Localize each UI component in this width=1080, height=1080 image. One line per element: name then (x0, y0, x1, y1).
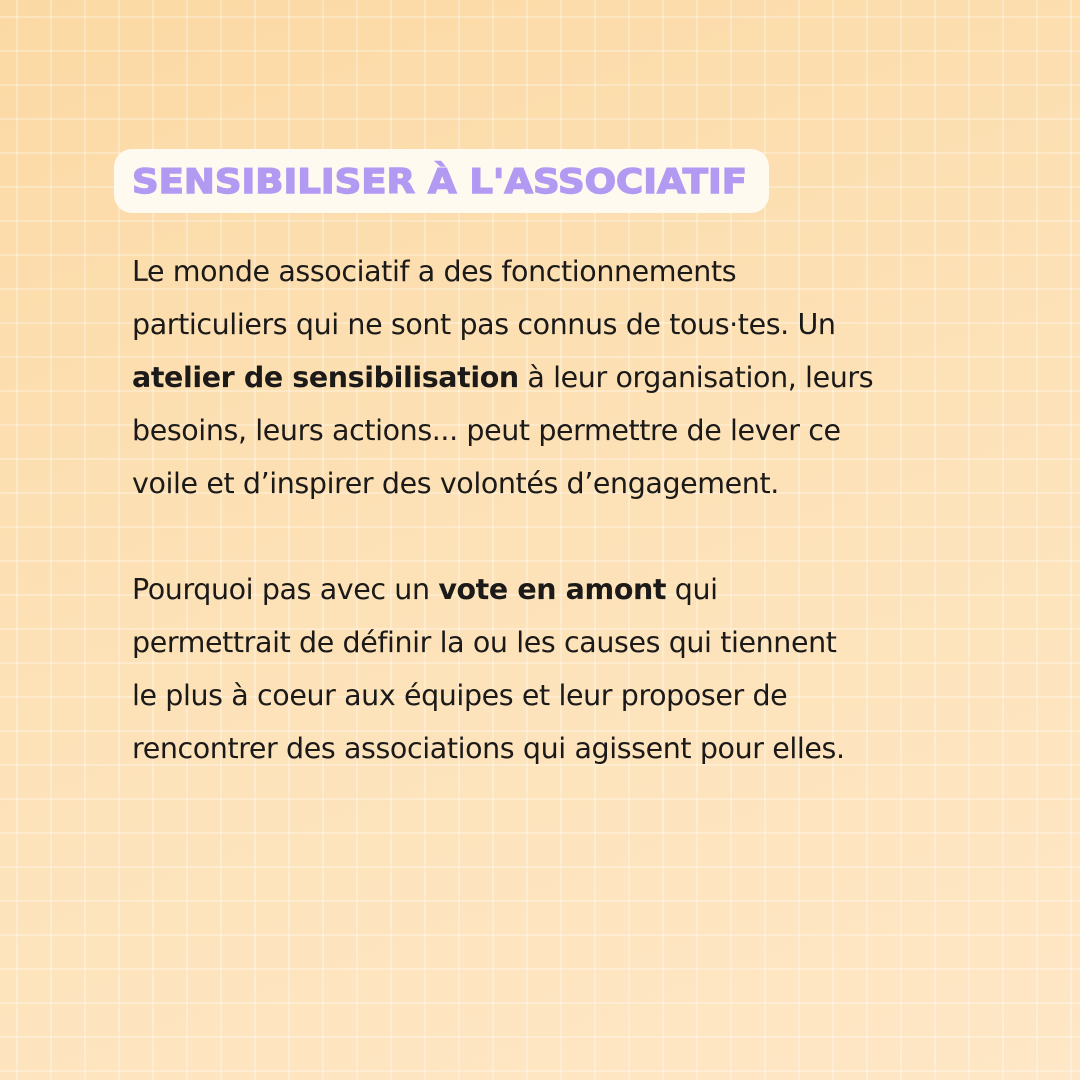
paragraph-1-line-5: voile et d’inspirer des volontés d’engagement. (132, 467, 779, 500)
paragraph-2 (132, 563, 962, 775)
paragraph-1-line-2: particuliers qui ne sont pas connus de tous·tes. Un (132, 308, 836, 341)
paragraph-2-line-1 (132, 563, 962, 616)
paragraph-1-line-1: Le monde associatif a des fonctionnements (132, 255, 737, 288)
paragraph-2-line-3: le plus à coeur aux équipes et leur proposer de (132, 679, 788, 712)
paragraph-2-line-1-post: qui (666, 573, 718, 606)
paragraph-1-line-3 (132, 351, 962, 404)
body-text (132, 245, 962, 775)
paragraph-2-line-2: permettrait de définir la ou les causes qui tiennent (132, 626, 837, 659)
paragraph-1 (132, 245, 962, 510)
page-title: SENSIBILISER À L'ASSOCIATIF (132, 161, 748, 201)
emphasis-atelier: atelier de sensibilisation (132, 361, 519, 394)
emphasis-vote: vote en amont (438, 573, 667, 606)
paragraph-2-line-1-pre: Pourquoi pas avec un (132, 573, 439, 606)
paragraph-1-line-3-rest: à leur organisation, leurs (518, 361, 874, 394)
title-pill (114, 149, 769, 213)
paragraph-1-line-4: besoins, leurs actions... peut permettre de lever ce (132, 414, 841, 447)
paragraph-2-line-4: rencontrer des associations qui agissent pour elles. (132, 732, 845, 765)
